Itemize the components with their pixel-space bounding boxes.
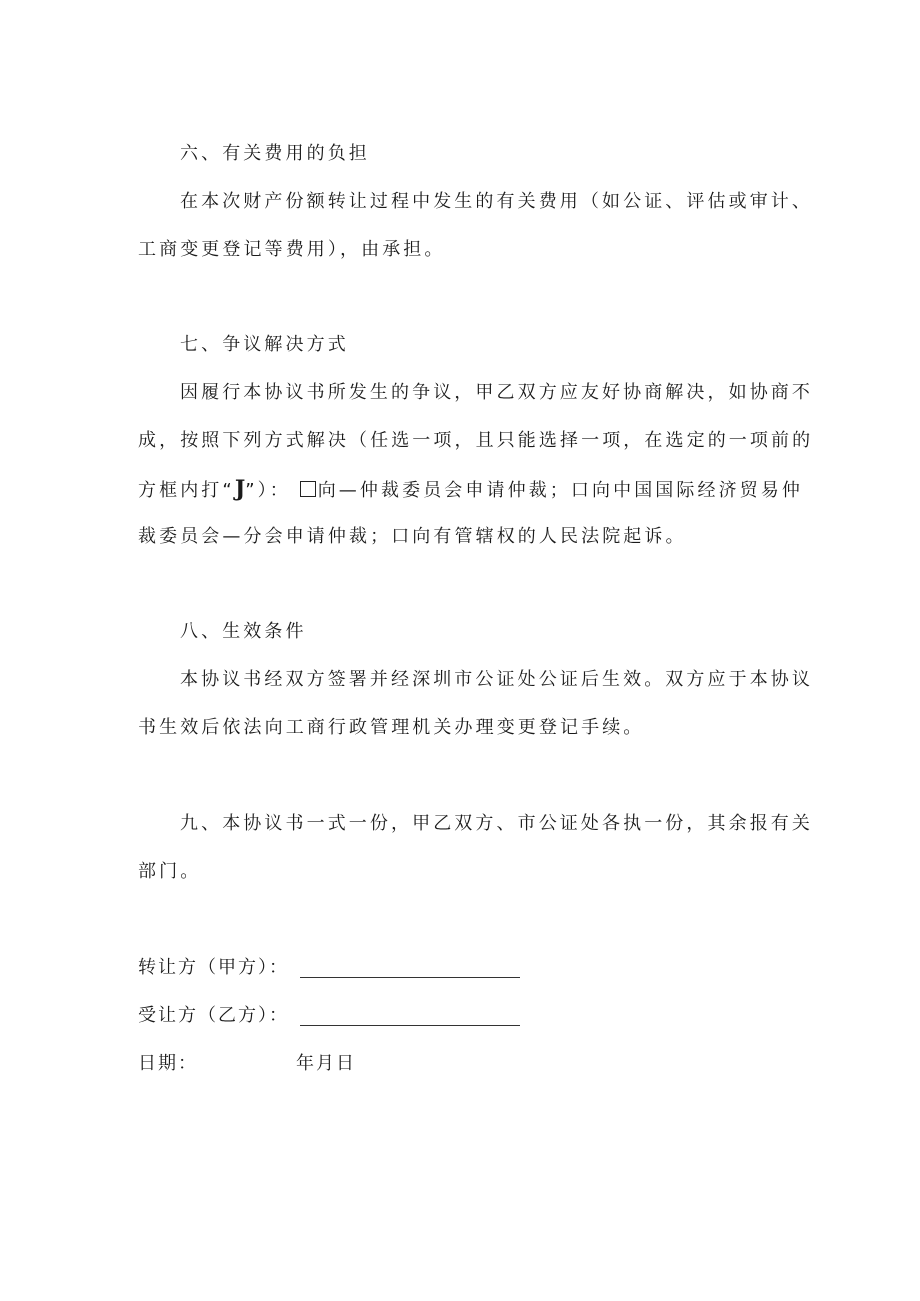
section8-heading: 八、生效条件	[180, 621, 307, 642]
transferee-signature-line[interactable]	[300, 1024, 520, 1026]
section8-paragraph-line2: 书生效后依法向工商行政管理机关办理变更登记手续。	[138, 717, 645, 738]
transferor-signature-line[interactable]	[300, 976, 520, 978]
date-value: 年月日	[296, 1053, 356, 1074]
section6-paragraph-line1: 在本次财产份额转让过程中发生的有关费用（如公证、评估或审计、	[180, 191, 813, 212]
section7-line3-prefix: 方框内打“	[138, 480, 235, 501]
checkbox-icon[interactable]	[300, 481, 316, 497]
section7-option1: 向—仲裁委员会申请仲裁；口向中国国际经济贸易仲	[317, 480, 804, 501]
section7-heading: 七、争议解决方式	[180, 334, 349, 355]
section7-line3-mid: ”）：	[245, 480, 291, 501]
section6-paragraph-line2: 工商变更登记等费用），由承担。	[138, 239, 446, 260]
transferor-label: 转让方（甲方）：	[138, 957, 289, 978]
transferee-label: 受让方（乙方）：	[138, 1005, 289, 1026]
section7-paragraph-line4: 裁委员会—分会申请仲裁；口向有管辖权的人民法院起诉。	[138, 526, 687, 547]
checkmark-glyph: J	[234, 476, 246, 502]
section9-paragraph-line1: 九、本协议书一式一份，甲乙双方、市公证处各执一份，其余报有关	[180, 813, 813, 834]
section6-heading: 六、有关费用的负担	[180, 143, 370, 164]
date-label: 日期：	[138, 1053, 198, 1074]
section7-paragraph-line3	[138, 476, 804, 503]
section8-paragraph-line1: 本协议书经双方签署并经深圳市公证处公证后生效。双方应于本协议	[180, 669, 813, 690]
section7-paragraph-line1: 因履行本协议书所发生的争议，甲乙双方应友好协商解决，如协商不	[180, 382, 813, 403]
section9-paragraph-line2: 部门。	[138, 861, 202, 882]
section7-paragraph-line2: 成，按照下列方式解决（任选一项，且只能选择一项，在选定的一项前的	[138, 430, 814, 451]
